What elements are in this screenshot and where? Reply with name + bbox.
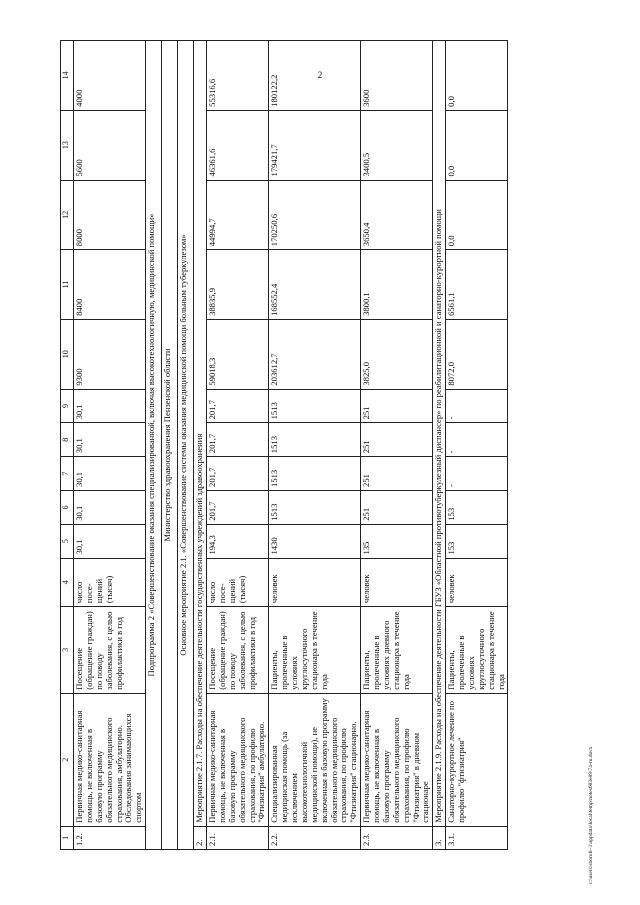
table-cell: 0,0: [446, 41, 508, 111]
header-cell: 1: [61, 826, 74, 849]
table-cell: 3650,4: [361, 180, 433, 250]
header-cell: 11: [61, 250, 74, 320]
table-cell: 5600: [74, 110, 146, 180]
header-cell: 10: [61, 319, 74, 389]
table-cell: 30,1: [74, 423, 146, 457]
subsection-row: [194, 41, 207, 850]
table-cell: 2.1.: [207, 826, 269, 849]
table-cell: Первичная медико-санитарная помощь, не включенная в базовую программу обязательного медицинского страхования, амбулаторно. Обследования занимающихся спортом: [74, 693, 146, 826]
table-cell: 30,1: [74, 524, 146, 558]
footer-path: c:\users\sboroli~1\appdata\local\temp\notes603e89\74-ru.docx: [588, 746, 594, 884]
table-cell: 55316,6: [207, 41, 269, 111]
header-cell: 5: [61, 524, 74, 558]
table-cell: 0,0: [446, 180, 508, 250]
program-table: [60, 40, 508, 850]
header-cell: 3: [61, 607, 74, 694]
header-cell: 2: [61, 693, 74, 826]
table-cell: 1513: [269, 423, 361, 457]
section-row: [146, 41, 162, 850]
table-cell: 179421,7: [269, 110, 361, 180]
table-cell: 251: [361, 490, 433, 524]
header-row: [61, 41, 74, 850]
table-cell: 3800,1: [361, 250, 433, 320]
table-cell: 44994,7: [207, 180, 269, 250]
header-cell: 12: [61, 180, 74, 250]
table-cell: 1430: [269, 524, 361, 558]
row-number: 3.: [433, 826, 446, 849]
table-cell: 201,7: [207, 490, 269, 524]
table-body: [61, 41, 508, 850]
section-title: Подпрограмма 2 «Совершенствование оказания специализированной, включая высокотехнологичную, медицинской помощи»: [146, 41, 162, 850]
row-number: 2.: [194, 826, 207, 849]
table-cell: 251: [361, 423, 433, 457]
table-cell: 251: [361, 457, 433, 491]
table-cell: Первичная медико-санитарная помощь, не включенная в базовую программу обязательного медицинского страхования, по профилю "Фтизиатрия" амбулаторно.: [207, 693, 269, 826]
table-cell: 153: [446, 524, 508, 558]
table-row: [74, 41, 146, 850]
table-cell: Посещение (обращение граждан) по поводу заболевания, с целью профилактики в год: [207, 607, 269, 694]
header-cell: 8: [61, 423, 74, 457]
table-cell: 38835,9: [207, 250, 269, 320]
table-cell: 1513: [269, 490, 361, 524]
table-cell: 201,7: [207, 457, 269, 491]
table-cell: Пациенты, пролеченные в условиях дневного стационара в течение года: [361, 607, 433, 694]
table-cell: 1.2.: [74, 826, 146, 849]
table-cell: -: [446, 389, 508, 423]
table-cell: 2.3.: [361, 826, 433, 849]
header-cell: 6: [61, 490, 74, 524]
table-cell: Посещение (обращение граждан) по поводу заболевания, с целью профилактики в год: [74, 607, 146, 694]
table-cell: 8400: [74, 250, 146, 320]
table-cell: Пациенты, пролеченные в условиях круглосуточного стационара в течение года: [446, 607, 508, 694]
table-cell: 30,1: [74, 389, 146, 423]
section-title: Основное мероприятие 2.1. «Совершенствование системы оказания медицинской помощи больным туберкулезом»: [178, 41, 194, 850]
table-cell: 180122,2: [269, 41, 361, 111]
table-cell: человек: [361, 558, 433, 607]
table-cell: Первичная медико-санитарная помощь, не включенная в базовую программу обязательного медицинского страхования, по профилю "Фтизиатрия" в дневном стационаре: [361, 693, 433, 826]
table-cell: 4000: [74, 41, 146, 111]
table-cell: 201,7: [207, 423, 269, 457]
table-cell: 30,1: [74, 490, 146, 524]
table-cell: 6561,1: [446, 250, 508, 320]
table-cell: 201,7: [207, 389, 269, 423]
header-cell: 14: [61, 41, 74, 111]
section-row: [162, 41, 178, 850]
table-cell: 2.2.: [269, 826, 361, 849]
header-cell: 9: [61, 389, 74, 423]
subsection-title: Мероприятие 2.1.9. Расходы на обеспечение деятельности ГБУЗ «Областной противотуберкулезный диспансер» по реабилитационной и санаторно-курортной помощи: [433, 41, 446, 827]
table-row: [269, 41, 361, 850]
table-cell: 203612,7: [269, 319, 361, 389]
table-cell: 170250,6: [269, 180, 361, 250]
table-cell: 3600: [361, 41, 433, 111]
table-cell: Санаторно-курортное лечение по профилю "фтизиатрия": [446, 693, 508, 826]
table-cell: 135: [361, 524, 433, 558]
table-row: [207, 41, 269, 850]
table-cell: 1513: [269, 457, 361, 491]
table-cell: 251: [361, 389, 433, 423]
table-cell: 59018,3: [207, 319, 269, 389]
table-cell: 0,0: [446, 110, 508, 180]
table-cell: 3825,0: [361, 319, 433, 389]
table-row: [446, 41, 508, 850]
table-cell: человек: [446, 558, 508, 607]
table-cell: число посе-щений (тысяч): [74, 558, 146, 607]
table-cell: 194,3: [207, 524, 269, 558]
table-cell: 8000: [74, 180, 146, 250]
subsection-row: [433, 41, 446, 850]
table-cell: 1513: [269, 389, 361, 423]
table-cell: -: [446, 457, 508, 491]
subsection-title: Мероприятие 2.1.7. Расходы на обеспечение деятельности государственных учреждений здравоохранения: [194, 41, 207, 827]
page-number: 2: [317, 70, 323, 80]
table-row: [361, 41, 433, 850]
section-row: [178, 41, 194, 850]
table-cell: 3400,5: [361, 110, 433, 180]
table-cell: Специализированная медицинская помощь (за исключением высокотехнологичной медицинской помощи), не включенная в базовую программу обязательного медицинского страхования, по профилю "Фтизиатрия" стационарно.: [269, 693, 361, 826]
table-cell: 30,1: [74, 457, 146, 491]
table-cell: число посе-щений (тысяч): [207, 558, 269, 607]
header-cell: 4: [61, 558, 74, 607]
table-cell: человек: [269, 558, 361, 607]
table-cell: 9300: [74, 319, 146, 389]
table-cell: 46361,6: [207, 110, 269, 180]
header-cell: 13: [61, 110, 74, 180]
rotated-page-content: [60, 40, 580, 850]
table-cell: Пациенты, пролеченные в условиях круглосуточного стационара в течение года: [269, 607, 361, 694]
table-cell: 3.1.: [446, 826, 508, 849]
header-cell: 7: [61, 457, 74, 491]
table-cell: 8072,0: [446, 319, 508, 389]
table-cell: -: [446, 423, 508, 457]
table-cell: 153: [446, 490, 508, 524]
section-title: Министерство здравоохранения Пензенской области: [162, 41, 178, 850]
table-cell: 168552,4: [269, 250, 361, 320]
